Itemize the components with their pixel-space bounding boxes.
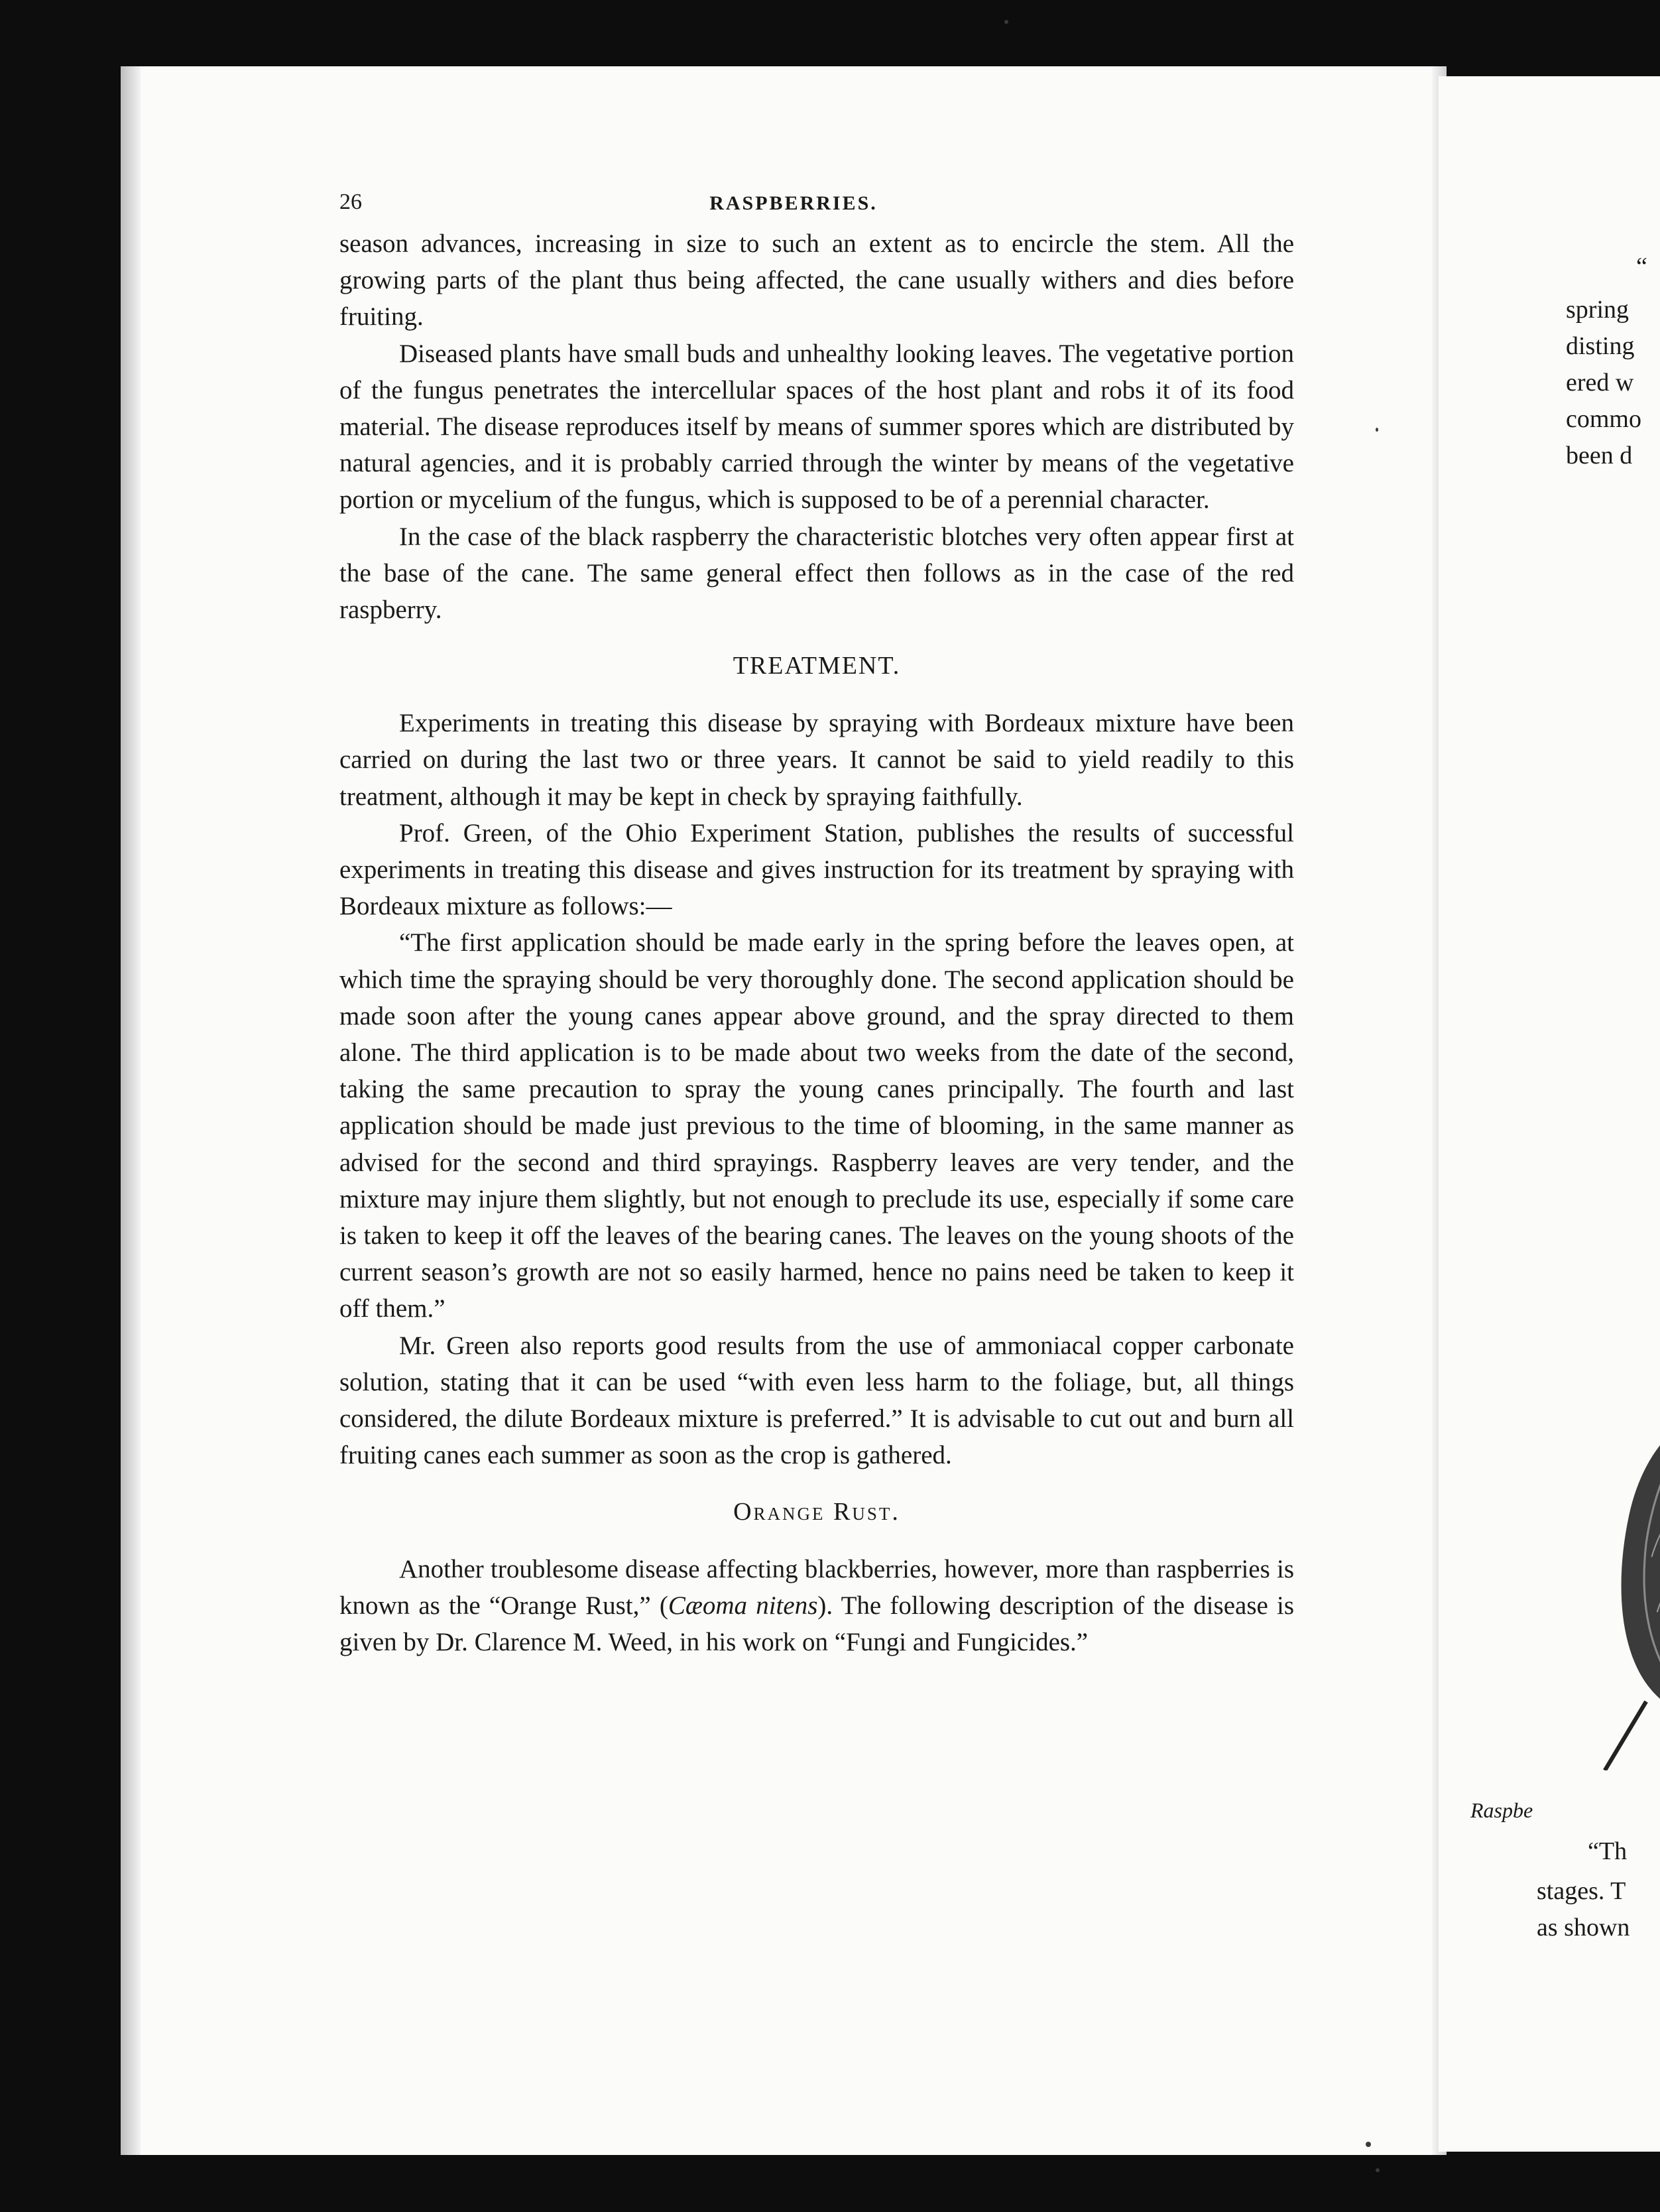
facing-figure-caption: Raspbe xyxy=(1470,1798,1533,1822)
running-head: RASPBERRIES. xyxy=(709,192,878,214)
section-heading-orange-rust: Orange Rust. xyxy=(733,1497,900,1526)
section-heading-treatment: TREATMENT. xyxy=(733,652,901,680)
facing-line-3: ered w xyxy=(1566,369,1634,397)
facing-line-4: commo xyxy=(1566,405,1641,433)
facing-bottom-line-2: stages. T xyxy=(1537,1877,1626,1905)
orange-rust-text-b: ). The following description of the disease is given by Dr. Clarence M. Weed, in his work on “Fungi and Fungicides.” xyxy=(339,1591,1294,1656)
paragraph-treatment-4: Mr. Green also reports good results from the use of ammoniacal copper carbonate solution, stating that it can be used “with even less harm to the foliage, but, all things considered, the dilute Bordeaux mixture is preferred.” It is advisable to cut out and burn all fruiting canes each summer as soon as the crop is gathered. xyxy=(339,1331,1294,1470)
paragraph-treatment-quote: “The first application should be made early in the spring before the leaves open, at which time the spraying should be very thoroughly done. The second application should be made soon after the young canes appear above ground, and the spray directed to them alone. The third application is to be made about two weeks from the date of the second, taking the same precaution to spray the young canes principally. The fourth and last application should be made just previous to the time of blooming, in the same manner as advised for the second and third sprayings. Raspberry leaves are very tender, and the mixture may injure them slightly, but not enough to preclude its use, especially if some care is taken to keep it off the leaves of the bearing canes. The leaves on the young shoots of the current season’s growth are not so easily harmed, hence no pains need be taken to keep it off them.” xyxy=(339,928,1294,1323)
scan-speck xyxy=(1376,428,1378,432)
scan-speck xyxy=(1376,2168,1380,2172)
page-gutter-shadow xyxy=(121,66,141,2155)
paragraph-intro-1: season advances, increasing in size to such an extent as to encircle the stem. All the growing parts of the plant thus being affected, the cane usually withers and dies before fruiting. xyxy=(339,229,1294,332)
facing-line-1: spring xyxy=(1566,296,1629,324)
facing-line-quote: “ xyxy=(1636,253,1647,280)
book-page xyxy=(339,186,1294,1660)
facing-line-5: been d xyxy=(1566,442,1633,469)
page-body xyxy=(339,225,1294,1660)
raspberry-leaf-illustration xyxy=(1571,1412,1660,1770)
scan-speck xyxy=(1004,20,1008,24)
species-name: Cæoma nitens xyxy=(668,1591,818,1620)
facing-line-2: disting xyxy=(1566,332,1635,360)
paragraph-treatment-2: Prof. Green, of the Ohio Experiment Station, publishes the results of successful experiments in treating this disease and gives instruction for its treatment by spraying with Bordeaux mixture as follows:— xyxy=(339,818,1294,921)
scan-speck xyxy=(1366,2142,1371,2147)
paragraph-intro-2: Diseased plants have small buds and unhealthy looking leaves. The vegetative portion of the fungus penetrates the intercellular spaces of the host plant and robs it of its food material. The disease reproduces itself by means of summer spores which are distributed by natural agencies, and it is probably carried through the winter by means of the vegetative portion or mycelium of the fungus, which is supposed to be of a perennial character. xyxy=(339,339,1294,515)
facing-bottom-line-3: as shown xyxy=(1537,1914,1630,1941)
orange-rust-text-a: Another troublesome disease affecting blackberries, however, more than raspberries is known as the “Orange Rust,” ( xyxy=(339,1554,1294,1620)
paragraph-orange-rust xyxy=(339,1551,1294,1661)
paragraph-intro-3: In the case of the black raspberry the characteristic blotches very often appear first at the base of the cane. The same general effect then follows as in the case of the red raspberry. xyxy=(339,522,1294,625)
paragraph-treatment-1: Experiments in treating this disease by spraying with Bordeaux mixture have been carried on during the last two or three years. It cannot be said to yield readily to this treatment, although it may be kept in check by spraying faithfully. xyxy=(339,709,1294,811)
facing-bottom-line-1: “Th xyxy=(1588,1837,1628,1865)
page-header xyxy=(339,186,1294,225)
page-number: 26 xyxy=(339,190,362,214)
